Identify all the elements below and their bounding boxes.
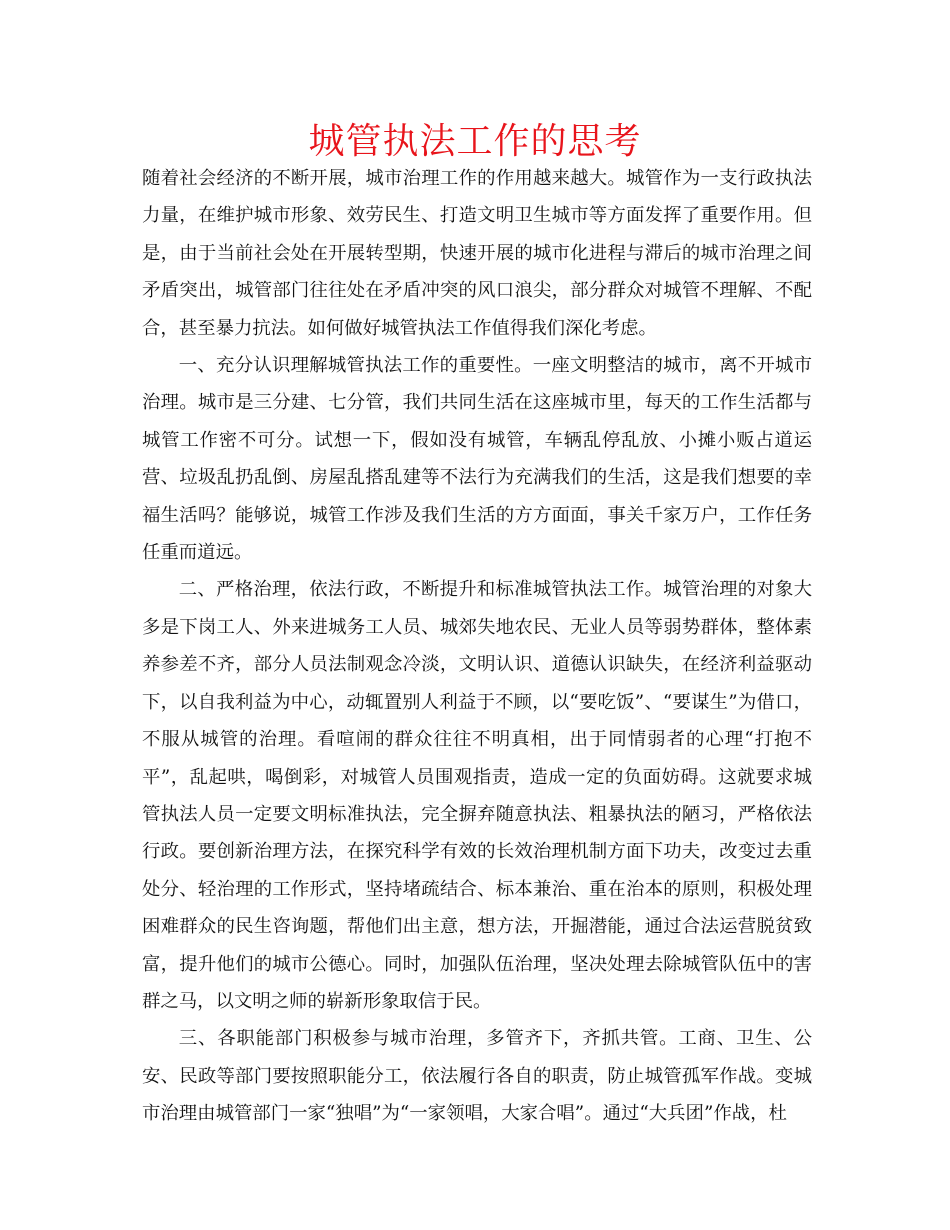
paragraph-section-3: 三、各职能部门积极参与城市治理，多管齐下，齐抓共管。工商、卫生、公安、民政等部门要按照职能分工，依法履行各自的职责，防止城管孤军作战。变城市治理由城管部门一家“独唱”为“一家领唱，大家合唱”。通过“大兵团”作战，杜	[142, 1028, 812, 1125]
document-body	[142, 160, 812, 1133]
document-title: 城管执法工作的思考	[308, 121, 642, 162]
paragraph-intro: 随着社会经济的不断开展，城市治理工作的作用越来越大。城管作为一支行政执法力量，在维护城市形象、效劳民生、打造文明卫生城市等方面发挥了重要作用。但是，由于当前社会处在开展转型期，快速开展的城市化进程与滞后的城市治理之间矛盾突出，城管部门往往处在矛盾冲突的风口浪尖，部分群众对城管不理解、不配合，甚至暴力抗法。如何做好城管执法工作值得我们深化考虑。	[142, 168, 812, 339]
paragraph-section-1: 一、充分认识理解城管执法工作的重要性。一座文明整洁的城市，离不开城市治理。城市是三分建、七分管，我们共同生活在这座城市里，每天的工作生活都与城管工作密不可分。试想一下，假如没有城管，车辆乱停乱放、小摊小贩占道运营、垃圾乱扔乱倒、房屋乱搭乱建等不法行为充满我们的生活，这是我们想要的幸福生活吗？能够说，城管工作涉及我们生活的方方面面，事关千家万户，工作任务任重而道远。	[142, 355, 812, 564]
paragraph-section-2: 二、严格治理，依法行政，不断提升和标准城管执法工作。城管治理的对象大多是下岗工人、外来进城务工人员、城郊失地农民、无业人员等弱势群体，整体素养参差不齐，部分人员法制观念冷淡，文明认识、道德认识缺失，在经济利益驱动下，以自我利益为中心，动辄置别人利益于不顾，以“要吃饭”、“要谋生”为借口，不服从城管的治理。看喧闹的群众往往不明真相，出于同情弱者的心理“打抱不平”，乱起哄，喝倒彩，对城管人员围观指责，造成一定的负面妨碍。这就要求城管执法人员一定要文明标准执法，完全摒弃随意执法、粗暴执法的陋习，严格依法行政。要创新治理方法，在探究科学有效的长效治理机制方面下功夫，改变过去重处分、轻治理的工作形式，坚持堵疏结合、标本兼治、重在治本的原则，积极处理困难群众的民生咨询题，帮他们出主意，想方法，开掘潜能，通过合法运营脱贫致富，提升他们的城市公德心。同时，加强队伍治理，坚决处理去除城管队伍中的害群之马，以文明之师的崭新形象取信于民。	[142, 579, 812, 1012]
